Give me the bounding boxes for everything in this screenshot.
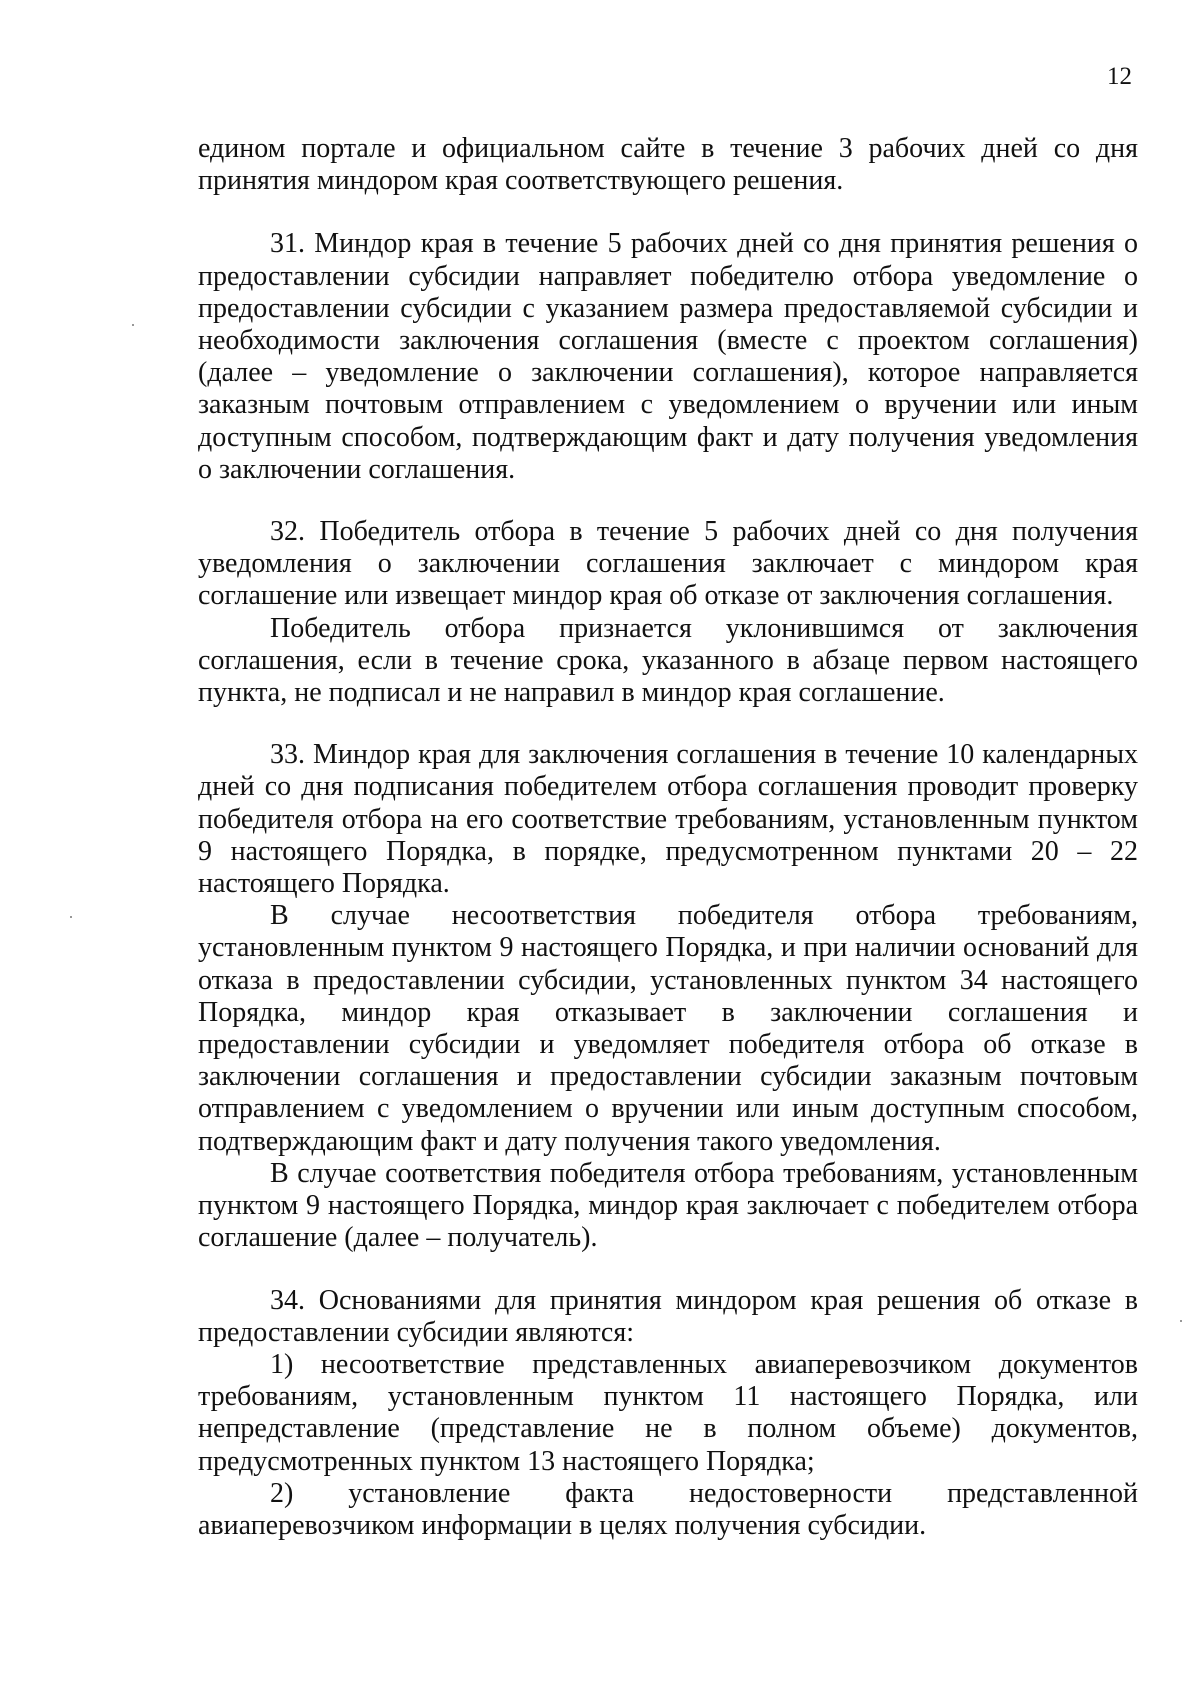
- paragraph-34: 34. Основаниями для принятия миндором края решения об отказе в предоставлении субсидии являются:: [198, 1284, 1138, 1348]
- paragraph-34-item-2: 2) установление факта недостоверности представленной авиаперевозчиком информации в целях получения субсидии.: [198, 1477, 1138, 1541]
- scan-speck: [132, 324, 134, 326]
- paragraph-33-mismatch: В случае несоответствия победителя отбора требованиям, установленным пунктом 9 настоящего Порядка, и при наличии оснований для отказа в предоставлении субсидии, установленных пунктом 34 настоящего Порядка, миндор края отказывает в заключении соглашения и предоставлении субсидии и уведомляет победителя отбора об отказе в заключении соглашения и предоставлении субсидии заказным почтовым отправлением с уведомлением о вручении или иным доступным способом, подтверждающим факт и дату получения такого уведомления.: [198, 900, 1138, 1157]
- paragraph-31: 31. Миндор края в течение 5 рабочих дней со дня принятия решения о предоставлении субсидии направляет победителю отбора уведомление о предоставлении субсидии с указанием размера предоставляемой субсидии и необходимости заключения соглашения (вместе с проектом соглашения) (далее – уведомление о заключении соглашения), которое направляется заказным почтовым отправлением с уведомлением о вручении или иным доступным способом, подтверждающим факт и дату получения уведомления о заключении соглашения.: [198, 228, 1138, 485]
- paragraph-continuation: едином портале и официальном сайте в течение 3 рабочих дней со дня принятия миндором края соответствующего решения.: [198, 133, 1138, 197]
- paragraph-32: 32. Победитель отбора в течение 5 рабочих дней со дня получения уведомления о заключении соглашения заключает с миндором края соглашение или извещает миндор края об отказе от заключения соглашения.: [198, 516, 1138, 612]
- scan-speck: [1180, 1320, 1182, 1322]
- paragraph-33: 33. Миндор края для заключения соглашения в течение 10 календарных дней со дня подписания победителем отбора соглашения проводит проверку победителя отбора на его соответствие требованиям, установленным пунктом 9 настоящего Порядка, в порядке, предусмотренном пунктами 20 – 22 настоящего Порядка.: [198, 739, 1138, 900]
- document-body: [198, 133, 1138, 1542]
- paragraph-34-item-1: 1) несоответствие представленных авиаперевозчиком документов требованиям, установленным пунктом 11 настоящего Порядка, или непредставление (представление не в полном объеме) документов, предусмотренных пунктом 13 настоящего Порядка;: [198, 1348, 1138, 1477]
- paragraph-33-match: В случае соответствия победителя отбора требованиям, установленным пунктом 9 настоящего Порядка, миндор края заключает с победителем отбора соглашение (далее – получатель).: [198, 1157, 1138, 1254]
- scan-speck: [70, 916, 72, 918]
- paragraph-32-second: Победитель отбора признается уклонившимся от заключения соглашения, если в течение срока, указанного в абзаце первом настоящего пункта, не подписал и не направил в миндор края соглашение.: [198, 612, 1138, 709]
- page-number: 12: [1107, 63, 1132, 90]
